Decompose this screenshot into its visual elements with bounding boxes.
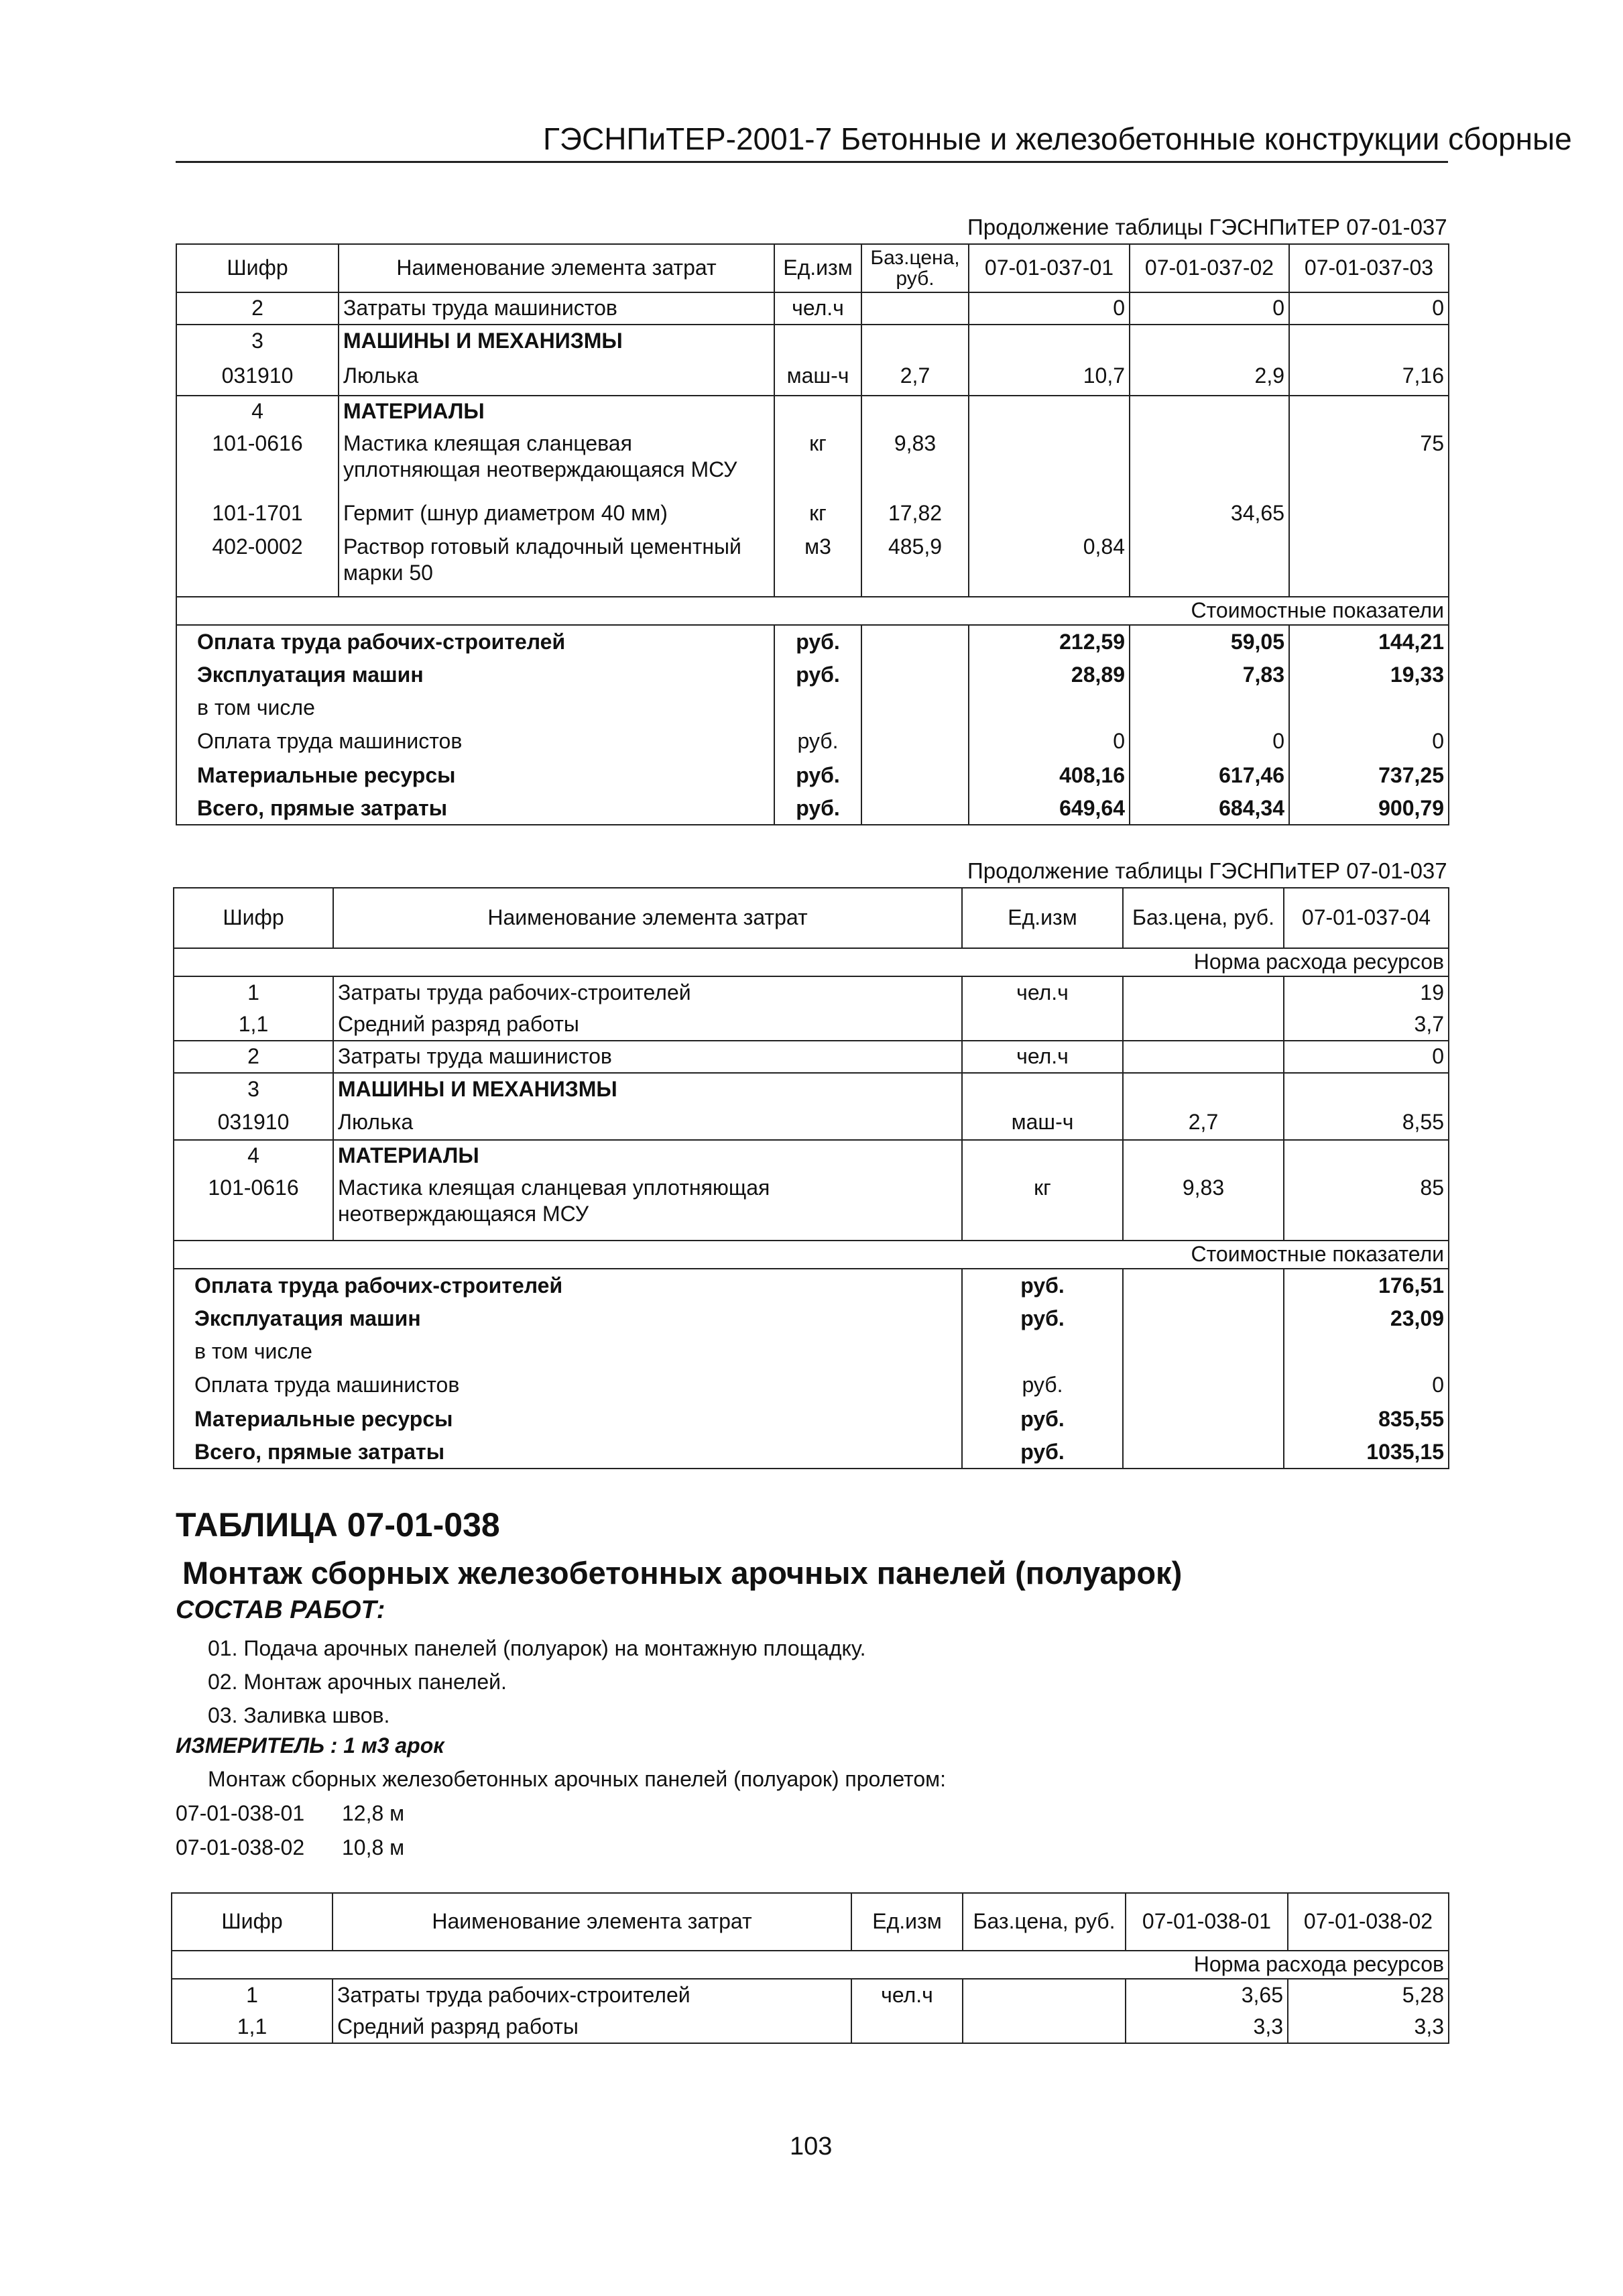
page-number: 103: [790, 2132, 833, 2161]
value-cell: 176,51: [1284, 1269, 1449, 1302]
name-cell: Раствор готовый кладочный цементный марки 50: [339, 530, 774, 597]
price-cell: [1123, 976, 1284, 1009]
unit-cell: руб.: [962, 1403, 1123, 1436]
norm-label: Норма расхода ресурсов: [172, 1951, 1449, 1979]
table-row: [176, 692, 1449, 724]
name-cell: Люлька: [333, 1105, 962, 1140]
table-row: [176, 498, 1449, 530]
cost-label: в том числе: [176, 692, 774, 724]
code-cell: 402-0002: [176, 530, 339, 597]
code-cell: 031910: [174, 1105, 333, 1140]
col-header: Наименование элемента затрат: [339, 244, 774, 292]
col-header: 07-01-037-01: [969, 244, 1130, 292]
value-cell: [969, 426, 1130, 498]
value-cell: 7,83: [1130, 658, 1289, 692]
col-header: Наименование элемента затрат: [333, 1893, 851, 1951]
table-row: [174, 1269, 1449, 1302]
work-item: 02. Монтаж арочных панелей.: [208, 1670, 507, 1694]
code-cell: 2: [174, 1041, 333, 1073]
table-row: [176, 357, 1449, 396]
cost-label: Оплата труда рабочих-строителей: [176, 625, 774, 658]
price-cell: [861, 793, 969, 825]
value-cell: 737,25: [1289, 759, 1449, 793]
value-cell: [969, 498, 1130, 530]
price-cell: [861, 658, 969, 692]
cost-label: Эксплуатация машин: [176, 658, 774, 692]
table-row: [174, 1336, 1449, 1368]
table-row: [176, 396, 1449, 426]
cost-label: Эксплуатация машин: [174, 1302, 962, 1336]
unit-cell: руб.: [962, 1302, 1123, 1336]
value-cell: 684,34: [1130, 793, 1289, 825]
code-cell: 4: [174, 1140, 333, 1171]
table1: [176, 243, 1449, 825]
unit-cell: кг: [774, 426, 861, 498]
table-row: [174, 1436, 1449, 1469]
col-header: 07-01-037-03: [1289, 244, 1449, 292]
unit-cell: [851, 2011, 963, 2043]
price-cell: 2,7: [1123, 1105, 1284, 1140]
table-title: ТАБЛИЦА 07-01-038: [176, 1506, 500, 1544]
price-cell: [861, 724, 969, 759]
section-label: Стоимостные показатели: [176, 597, 1449, 625]
code-cell: 101-1701: [176, 498, 339, 530]
unit-cell: чел.ч: [962, 976, 1123, 1009]
table-row: [176, 724, 1449, 759]
value-cell: 0: [969, 724, 1130, 759]
name-cell: МАТЕРИАЛЫ: [339, 396, 774, 426]
table-row: [176, 426, 1449, 498]
unit-cell: чел.ч: [774, 292, 861, 325]
value-cell: 23,09: [1284, 1302, 1449, 1336]
unit-cell: руб.: [774, 793, 861, 825]
value-cell: [1130, 530, 1289, 597]
code-cell: 3: [176, 325, 339, 357]
value-cell: 3,7: [1284, 1009, 1449, 1041]
col-header: Наименование элемента затрат: [333, 888, 962, 948]
name-cell: Мастика клеящая сланцевая уплотняющая неотверждающаяся МСУ: [339, 426, 774, 498]
unit-cell: кг: [774, 498, 861, 530]
name-cell: Затраты труда рабочих-строителей: [333, 1979, 851, 2011]
unit-cell: руб.: [962, 1368, 1123, 1403]
code-cell: 1: [174, 976, 333, 1009]
work-item: 03. Заливка швов.: [208, 1703, 390, 1727]
code-cell: 1,1: [174, 1009, 333, 1041]
cost-label: Оплата труда машинистов: [174, 1368, 962, 1403]
value-cell: 3,3: [1288, 2011, 1449, 2043]
name-cell: МАТЕРИАЛЫ: [333, 1140, 962, 1171]
price-cell: 485,9: [861, 530, 969, 597]
name-cell: Средний разряд работы: [333, 1009, 962, 1041]
name-cell: Затраты труда машинистов: [339, 292, 774, 325]
price-cell: [963, 1979, 1126, 2011]
value-cell: 900,79: [1289, 793, 1449, 825]
price-cell: [1123, 1368, 1284, 1403]
table2: [173, 887, 1449, 1469]
unit-cell: маш-ч: [962, 1105, 1123, 1140]
meter: ИЗМЕРИТЕЛЬ : 1 м3 арок: [176, 1733, 444, 1758]
value-cell: [1289, 498, 1449, 530]
table-row: [176, 530, 1449, 597]
name-cell: Люлька: [339, 357, 774, 396]
code-cell: 1: [172, 1979, 333, 2011]
price-cell: [1123, 1302, 1284, 1336]
table-row: [176, 759, 1449, 793]
value-cell: 649,64: [969, 793, 1130, 825]
price-cell: [861, 759, 969, 793]
unit-cell: кг: [962, 1171, 1123, 1241]
unit-cell: руб.: [774, 658, 861, 692]
cost-label: Оплата труда рабочих-строителей: [174, 1269, 962, 1302]
table-row: [174, 1041, 1449, 1073]
table-row: [176, 292, 1449, 325]
col-header: Ед.изм: [851, 1893, 963, 1951]
name-cell: МАШИНЫ И МЕХАНИЗМЫ: [333, 1073, 962, 1105]
variant-code: 07-01-038-02: [176, 1835, 305, 1859]
unit-cell: м3: [774, 530, 861, 597]
value-cell: 34,65: [1130, 498, 1289, 530]
code-cell: 3: [174, 1073, 333, 1105]
table3: [171, 1892, 1449, 2044]
value-cell: 0,84: [969, 530, 1130, 597]
table-row: [174, 1105, 1449, 1140]
variant-value: 12,8 м: [342, 1801, 405, 1825]
unit-cell: чел.ч: [962, 1041, 1123, 1073]
col-header: 07-01-038-01: [1126, 1893, 1288, 1951]
col-header: Ед.изм: [962, 888, 1123, 948]
cost-label: в том числе: [174, 1336, 962, 1368]
value-cell: 0: [1130, 292, 1289, 325]
value-cell: 8,55: [1284, 1105, 1449, 1140]
value-cell: 59,05: [1130, 625, 1289, 658]
name-cell: Затраты труда машинистов: [333, 1041, 962, 1073]
col-header: 07-01-037-02: [1130, 244, 1289, 292]
value-cell: 3,3: [1126, 2011, 1288, 2043]
value-cell: 617,46: [1130, 759, 1289, 793]
variant-value: 10,8 м: [342, 1835, 405, 1859]
table-row: [174, 1302, 1449, 1336]
col-header: 07-01-037-04: [1284, 888, 1449, 948]
value-cell: 0: [1289, 724, 1449, 759]
price-cell: [861, 292, 969, 325]
table-row: [174, 976, 1449, 1009]
price-cell: 9,83: [861, 426, 969, 498]
table2-continuation: Продолжение таблицы ГЭСНПиТЕР 07-01-037: [967, 858, 1447, 883]
unit-cell: руб.: [962, 1269, 1123, 1302]
name-cell: Средний разряд работы: [333, 2011, 851, 2043]
price-cell: [1123, 1436, 1284, 1469]
table-row: [174, 1140, 1449, 1171]
variant-code: 07-01-038-01: [176, 1801, 305, 1825]
value-cell: 3,65: [1126, 1979, 1288, 2011]
table1-continuation: Продолжение таблицы ГЭСНПиТЕР 07-01-037: [967, 215, 1447, 239]
value-cell: 5,28: [1288, 1979, 1449, 2011]
value-cell: 19: [1284, 976, 1449, 1009]
col-header: Шифр: [172, 1893, 333, 1951]
unit-cell: [962, 1009, 1123, 1041]
table-row: [174, 1368, 1449, 1403]
value-cell: 0: [1289, 292, 1449, 325]
cost-label: Материальные ресурсы: [176, 759, 774, 793]
price-cell: [861, 625, 969, 658]
value-cell: 144,21: [1289, 625, 1449, 658]
table-row: [174, 1171, 1449, 1241]
code-cell: 1,1: [172, 2011, 333, 2043]
cost-label: Материальные ресурсы: [174, 1403, 962, 1436]
table-row: [172, 1979, 1449, 2011]
price-cell: [1123, 1041, 1284, 1073]
unit-cell: руб.: [774, 759, 861, 793]
value-cell: 212,59: [969, 625, 1130, 658]
price-cell: 9,83: [1123, 1171, 1284, 1241]
table-row: [176, 658, 1449, 692]
value-cell: 835,55: [1284, 1403, 1449, 1436]
works-heading: СОСТАВ РАБОТ:: [176, 1596, 385, 1624]
value-cell: 408,16: [969, 759, 1130, 793]
price-cell: 2,7: [861, 357, 969, 396]
value-cell: 0: [969, 292, 1130, 325]
code-cell: 101-0616: [174, 1171, 333, 1241]
col-header: Шифр: [176, 244, 339, 292]
name-cell: МАШИНЫ И МЕХАНИЗМЫ: [339, 325, 774, 357]
code-cell: 4: [176, 396, 339, 426]
price-cell: [963, 2011, 1126, 2043]
table-row: [174, 1403, 1449, 1436]
value-cell: 0: [1130, 724, 1289, 759]
value-cell: 7,16: [1289, 357, 1449, 396]
price-cell: [1123, 1009, 1284, 1041]
unit-cell: руб.: [962, 1436, 1123, 1469]
value-cell: 1035,15: [1284, 1436, 1449, 1469]
cost-label: Оплата труда машинистов: [176, 724, 774, 759]
header-title: ГЭСНПиТЕР-2001-7 Бетонные и железобетонные конструкции сборные: [543, 121, 1572, 156]
name-cell: Гермит (шнур диаметром 40 мм): [339, 498, 774, 530]
header-rule: [176, 161, 1448, 163]
code-cell: 031910: [176, 357, 339, 396]
price-cell: [1123, 1403, 1284, 1436]
col-header: Баз.цена, руб.: [861, 244, 969, 292]
table-row: [174, 1073, 1449, 1105]
value-cell: 0: [1284, 1368, 1449, 1403]
value-cell: 10,7: [969, 357, 1130, 396]
section-subtitle: Монтаж сборных железобетонных арочных панелей (полуарок): [182, 1555, 1183, 1591]
table-row: [174, 1009, 1449, 1041]
value-cell: 0: [1284, 1041, 1449, 1073]
name-cell: Затраты труда рабочих-строителей: [333, 976, 962, 1009]
table-row: [176, 793, 1449, 825]
unit-cell: маш-ч: [774, 357, 861, 396]
value-cell: [1289, 530, 1449, 597]
col-header: Ед.изм: [774, 244, 861, 292]
col-header: Шифр: [174, 888, 333, 948]
value-cell: 75: [1289, 426, 1449, 498]
norm-label: Норма расхода ресурсов: [174, 948, 1449, 976]
section-intro: Монтаж сборных железобетонных арочных панелей (полуарок) пролетом:: [208, 1767, 947, 1791]
unit-cell: чел.ч: [851, 1979, 963, 2011]
price-cell: [1123, 1269, 1284, 1302]
value-cell: 85: [1284, 1171, 1449, 1241]
table-row: [172, 2011, 1449, 2043]
unit-cell: руб.: [774, 625, 861, 658]
unit-cell: руб.: [774, 724, 861, 759]
col-header: Баз.цена, руб.: [963, 1893, 1126, 1951]
work-item: 01. Подача арочных панелей (полуарок) на монтажную площадку.: [208, 1636, 866, 1660]
value-cell: 2,9: [1130, 357, 1289, 396]
col-header: 07-01-038-02: [1288, 1893, 1449, 1951]
cost-label: Всего, прямые затраты: [174, 1436, 962, 1469]
section-label: Стоимостные показатели: [174, 1241, 1449, 1269]
value-cell: 28,89: [969, 658, 1130, 692]
table-row: [176, 625, 1449, 658]
name-cell: Мастика клеящая сланцевая уплотняющая неотверждающаяся МСУ: [333, 1171, 962, 1241]
table-row: [176, 325, 1449, 357]
code-cell: 2: [176, 292, 339, 325]
cost-label: Всего, прямые затраты: [176, 793, 774, 825]
code-cell: 101-0616: [176, 426, 339, 498]
value-cell: 19,33: [1289, 658, 1449, 692]
value-cell: [1130, 426, 1289, 498]
col-header: Баз.цена, руб.: [1123, 888, 1284, 948]
price-cell: 17,82: [861, 498, 969, 530]
